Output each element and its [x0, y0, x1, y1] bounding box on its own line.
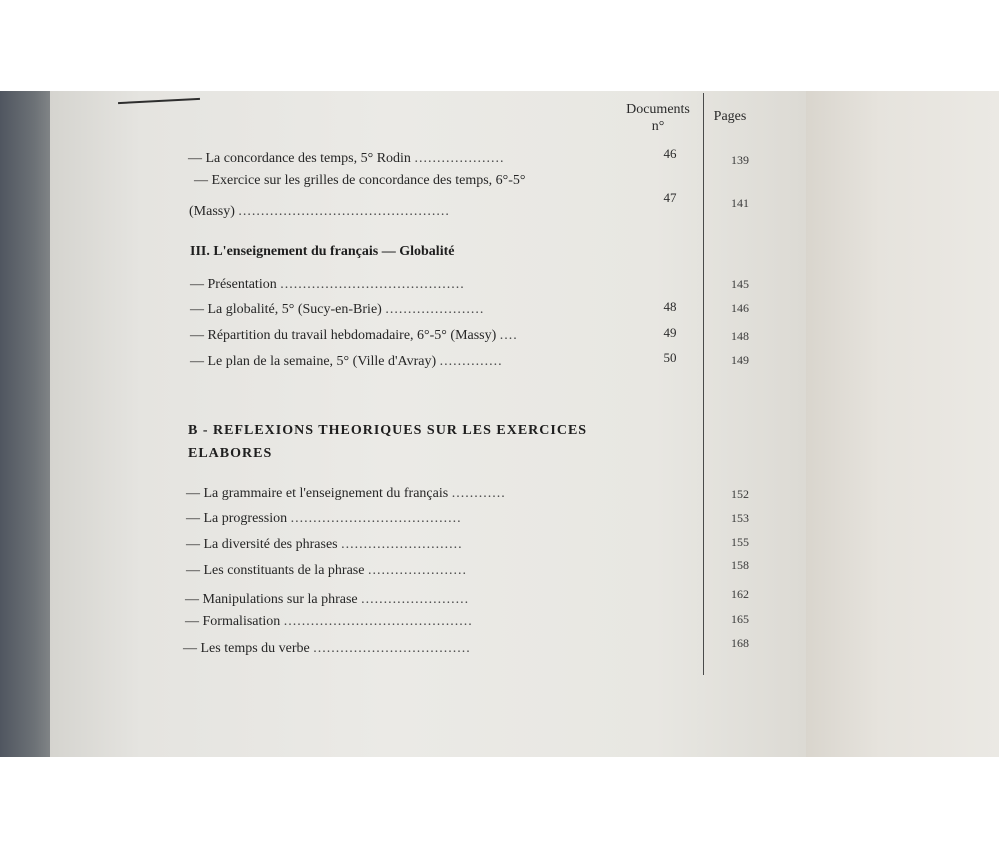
entry-title: — Exercice sur les grilles de concordance des temps, 6°-5° [194, 173, 526, 188]
entry-title: — Les temps du verbe [183, 641, 310, 656]
page-number: 155 [731, 535, 749, 549]
documents-number-label: n° [651, 119, 665, 134]
page-number: 168 [731, 636, 749, 650]
entry-title: (Massy) [189, 204, 235, 219]
section-subtitle: — Globalité [378, 244, 455, 259]
column-divider [703, 93, 704, 675]
dot-leader: ........................... [341, 537, 463, 552]
page-number: 141 [731, 196, 749, 210]
document-number: 50 [663, 350, 677, 365]
toc-entry [183, 640, 471, 657]
entry-title: — Présentation [190, 277, 277, 292]
page-number: 145 [731, 277, 749, 291]
dot-leader: .............. [439, 354, 503, 369]
page-number: 139 [731, 153, 749, 167]
dot-leader: ...................... [385, 302, 485, 317]
page-number: 149 [731, 353, 749, 367]
dot-leader: .... [499, 328, 518, 343]
document-number: 48 [663, 299, 677, 314]
entry-title: — Manipulations sur la phrase [185, 592, 358, 607]
document-number: 47 [663, 190, 677, 205]
section-title: B - REFLEXIONS THEORIQUES SUR LES EXERCICES [188, 423, 588, 438]
page-number: 152 [731, 487, 749, 501]
dot-leader: ...................................... [290, 511, 462, 526]
toc-entry [186, 510, 462, 527]
dot-leader: .......................................... [283, 614, 473, 629]
document-number: 46 [663, 146, 677, 161]
dot-leader: ...................... [367, 563, 467, 578]
section-heading [190, 243, 454, 260]
entry-title: — Les constituants de la phrase [186, 563, 365, 578]
toc-entry [194, 172, 526, 189]
document-number: 49 [663, 325, 677, 340]
toc-entry [186, 562, 467, 579]
section-title: III. L'enseignement du français [190, 244, 379, 259]
pages-column-header: Pages [713, 109, 747, 124]
dot-leader: ............ [451, 486, 506, 501]
entry-title: — Formalisation [185, 614, 281, 629]
dot-leader: ............................................... [238, 204, 450, 219]
entry-title: — Le plan de la semaine, 5° (Ville d'Avray) [190, 354, 437, 369]
dot-leader: ......................................... [280, 277, 465, 292]
facing-page [800, 91, 999, 757]
section-title-continuation: ELABORES [188, 446, 273, 461]
page-number: 146 [731, 301, 749, 315]
section-heading [188, 422, 587, 462]
dot-leader: ........................ [361, 592, 470, 607]
toc-entry [186, 536, 463, 553]
toc-entry [185, 613, 473, 630]
toc-entry [185, 591, 469, 608]
documents-column-header [612, 101, 704, 135]
page-number: 162 [731, 587, 749, 601]
dot-leader: ................................... [313, 641, 471, 656]
toc-entry [186, 485, 506, 502]
page-number: 148 [731, 329, 749, 343]
toc-entry-continuation [189, 203, 450, 220]
entry-title: — La grammaire et l'enseignement du français [186, 486, 449, 501]
page-number: 153 [731, 511, 749, 525]
toc-entry [190, 327, 518, 344]
entry-title: — La globalité, 5° (Sucy-en-Brie) [190, 302, 382, 317]
documents-label: Documents [626, 102, 690, 117]
page-number: 165 [731, 612, 749, 626]
page-number: 158 [731, 558, 749, 572]
toc-entry [190, 301, 484, 318]
entry-title: — La progression [186, 511, 288, 526]
entry-title: — Répartition du travail hebdomadaire, 6°-5° (Massy) [190, 328, 497, 343]
dot-leader: .................... [414, 151, 505, 166]
entry-title: — La concordance des temps, 5° Rodin [188, 151, 411, 166]
toc-entry [190, 276, 465, 293]
toc-entry [190, 353, 503, 370]
entry-title: — La diversité des phrases [186, 537, 338, 552]
toc-entry [188, 150, 504, 167]
